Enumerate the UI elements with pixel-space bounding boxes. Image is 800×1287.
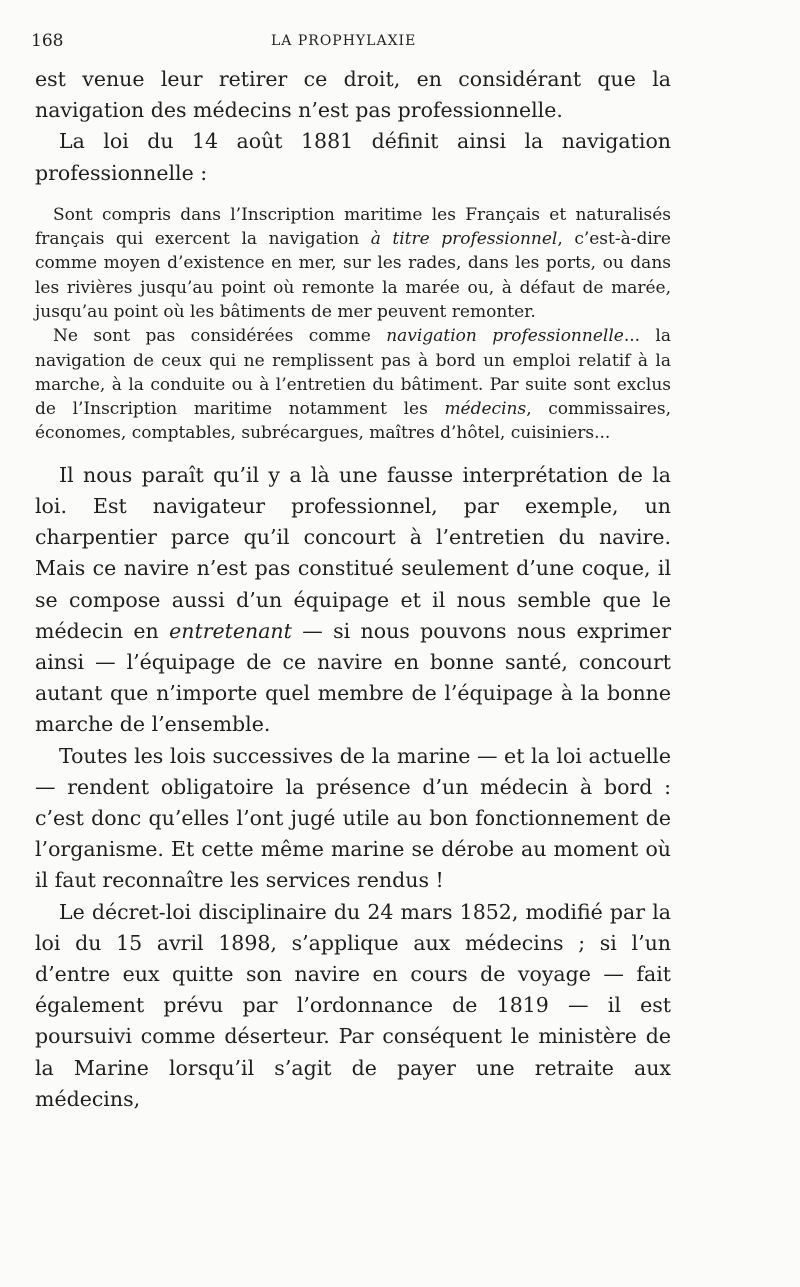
quoted-law-text xyxy=(35,203,671,446)
quote-1-text-b: , c’est-à-dire comme moyen d’existence en mer, sur les rades, dans les ports, ou dans les rivières jusqu’au point où remonte la marée ou, à défaut de marée, jusqu’au point où les bâtiments de mer peuvent remonter. xyxy=(35,229,671,322)
quote-2-italic-b: médecins xyxy=(444,399,527,420)
paragraph-3-text-a: Il nous paraît qu’il y a là une fausse interprétation de la loi. Est navigateur professionnel, par exemple, un charpentier parce qu’il concourt à l’entretien du navire. Mais ce navire n’est pas constitué seulement d’une coque, il se compose aussi d’un équipage et il nous semble que le médecin en xyxy=(35,462,671,643)
quote-2-text-a: Ne sont pas considérées comme xyxy=(53,326,387,347)
quote-1-text-a: Sont compris dans l’Inscription maritime les Français et naturalisés français qui exercent la navigation xyxy=(35,204,671,250)
paragraph-3-text-b: — si nous pouvons nous exprimer ainsi — l’équipage de ce navire en bonne santé, concourt autant que n’importe quel membre de l’équipage à la bonne marche de l’ensemble. xyxy=(35,618,671,737)
paragraph-2: La loi du 14 août 1881 définit ainsi la navigation professionnelle : xyxy=(35,129,671,185)
paragraph-1: est venue leur retirer ce droit, en considérant que la navigation des médecins n’est pas professionnelle. xyxy=(35,67,671,123)
book-page xyxy=(31,28,672,1115)
paragraph-3-italic: entretenant xyxy=(169,618,292,643)
quote-2-text-c: , commissaires, économes, comptables, subrécargues, maîtres d’hôtel, cuisiniers... xyxy=(35,399,671,444)
quote-paragraph-2 xyxy=(35,324,671,445)
paragraph-5: Le décret-loi disciplinaire du 24 mars 1852, modifié par la loi du 15 avril 1898, s’applique aux médecins ; si l’un d’entre eux quitte son navire en cours de voyage — fait également prévu par l’ordonnance de 1819 — il est poursuivi comme déserteur. Par conséquent le ministère de la Marine lorsqu’il s’agit de payer une retraite aux médecins, xyxy=(35,899,671,1111)
running-title: LA PROPHYLAXIE xyxy=(271,33,417,49)
quote-2-text-b: ... la navigation de ceux qui ne remplissent pas à bord un emploi relatif à la marche, à la conduite ou à l’entretien du bâtiment. Par suite sont exclus de l’Inscription maritime notamment les xyxy=(35,326,672,420)
page-header xyxy=(31,28,671,54)
quote-paragraph-1 xyxy=(35,203,671,324)
quote-1-italic: à titre professionnel xyxy=(370,229,558,250)
quote-2-italic-a: navigation professionnelle xyxy=(386,326,624,347)
paragraph-4: Toutes les lois successives de la marine — et la loi actuelle — rendent obligatoire la présence d’un médecin à bord : c’est donc qu’elles l’ont jugé utile au bon fonctionnement de l’organisme. Et cette même marine se dérobe au moment où il faut reconnaître les services rendus ! xyxy=(35,743,671,893)
paragraph-3 xyxy=(35,460,671,741)
page-number: 168 xyxy=(31,31,64,51)
